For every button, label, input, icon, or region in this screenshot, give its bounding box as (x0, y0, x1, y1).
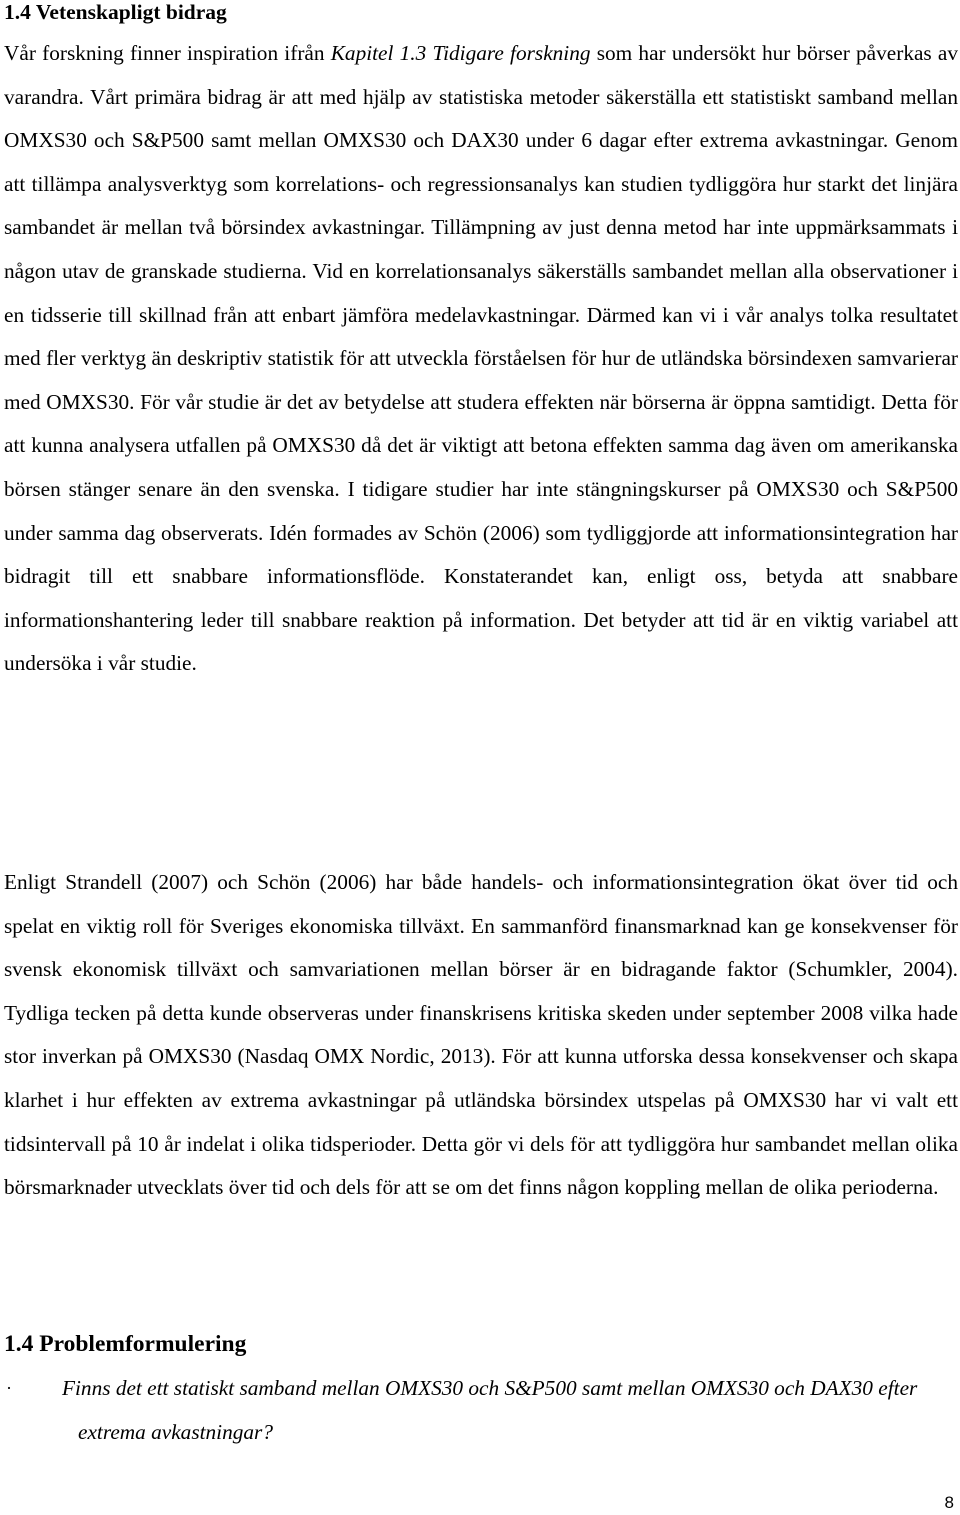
bullet-icon: · (6, 1378, 12, 1398)
research-question (4, 1367, 958, 1454)
paragraph-text: som har undersökt hur börser påverkas av varandra. Vårt primära bidrag är att med hjälp av statistiska metoder säkerställa ett statistiskt samband mellan OMXS30 och S&P500 samt mellan OMXS30 och DAX30 under 6 dagar efter extrema avkastningar. Genom att tillämpa analysverktyg som korrelations- och regressionsanalys kan studien tydliggöra hur starkt det linjära sambandet är mellan två börsindex avkastningar. Tillämpning av just denna metod har inte uppmärksammats i någon utav de granskade studierna. Vid en korrelationsanalys säkerställs sambandet mellan alla observationer i en tidsserie till skillnad från att enbart jämföra medelavkastningar. Därmed kan vi i vår analys tolka resultatet med fler verktyg än deskriptiv statistik för att utveckla förståelsen för hur de utländska börsindexen samvarierar med OMXS30. För vår studie är det av betydelse att studera effekten när börserna är öppna samtidigt. Detta för att kunna analysera utfallen på OMXS30 då det är viktigt att betona effekten samma dag även om amerikanska börsen stänger senare än den svenska. I tidigare studier har inte stängningskurser på OMXS30 och S&P500 under samma dag observerats. Idén formades av Schön (2006) som tydliggjorde att informationsintegration har bidragit till ett snabbare informationsflöde. Konstaterandet kan, enligt oss, betyda att snabbare informationshantering leder till snabbare reaktion på information. Det betyder att tid är en viktig variabel att undersöka i vår studie. (4, 41, 959, 676)
chapter-reference: Kapitel 1.3 Tidigare forskning (330, 41, 591, 65)
paragraph-contribution (4, 32, 958, 686)
page-number: 8 (944, 1493, 954, 1512)
section-heading-problemformulering: 1.4 Problemformulering (4, 1331, 247, 1357)
paragraph-text: Vår forskning finner inspiration ifrån (4, 41, 331, 65)
section-heading-vetenskapligt-bidrag: 1.4 Vetenskapligt bidrag (4, 0, 227, 24)
paragraph-integration: Enligt Strandell (2007) och Schön (2006) har både handels- och informationsintegration ökat över tid och spelat en viktig roll för Sveriges ekonomiska tillväxt. En sammanförd finansmarknad kan ge konsekvenser för svensk ekonomisk tillväxt och samvariationen mellan börser är en bidragande faktor (Schumkler, 2004). Tydliga tecken på detta kunde observeras under finanskrisens kritiska skeden under september 2008 vilka hade stor inverkan på OMXS30 (Nasdaq OMX Nordic, 2013). För att kunna utforska dessa konsekvenser och skapa klarhet i hur effekten av extrema avkastningar på utländska börsindex utspelas på OMXS30 har vi valt ett tidsintervall på 10 år indelat i olika tidsperioder. Detta gör vi dels för att tydliggöra hur sambandet mellan olika börsmarknader utvecklats över tid och dels för att se om det finns någon koppling mellan de olika perioderna. (4, 870, 958, 1200)
research-question-text: Finns det ett statiskt samband mellan OMXS30 och S&P500 samt mellan OMXS30 och DAX30 efter extrema avkastningar? (62, 1376, 918, 1444)
